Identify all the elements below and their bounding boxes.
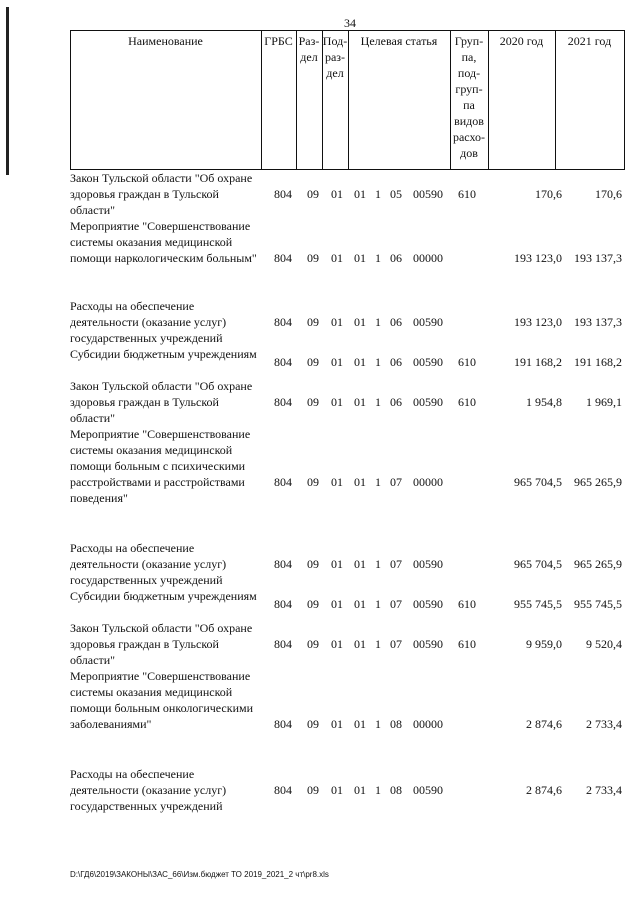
row-name: Закон Тульской области "Об охране здоровья граждан в Тульской области" [70,621,253,667]
cell-podr: 01 [331,597,343,611]
cell-razd: 09 [307,557,319,571]
cell-t1: 01 [354,395,366,409]
row-name: Расходы на обеспечение деятельности (оказание услуг) государственных учреждений [70,541,227,587]
cell-y2020: 170,6 [535,187,562,201]
cell-y2021: 193 137,3 [574,315,622,329]
row-name: Мероприятие "Совершенствование системы оказания медицинской помощи наркологическим больным" [70,219,257,265]
header-year-2020: 2020 год [499,34,544,48]
cell-grbs: 804 [274,251,292,265]
header-name: Наименование [128,34,203,48]
cell-razd: 09 [307,187,319,201]
cell-y2020: 2 874,6 [526,783,562,797]
cell-t1: 01 [354,315,366,329]
cell-y2020: 193 123,0 [514,315,562,329]
cell-grbs: 804 [274,395,292,409]
cell-t2: 1 [375,251,381,265]
row-name: Расходы на обеспечение деятельности (оказание услуг) государственных учреждений [70,767,227,813]
cell-t2: 1 [375,395,381,409]
cell-podr: 01 [331,251,343,265]
cell-vid: 610 [458,597,476,611]
file-path-footer: D:\ГД6\2019\ЗАКОНЫ\ЗАС_66\Изм.бюджет ТО 2019_2021_2 чт\pr8.xls [70,870,329,879]
cell-t4: 00000 [413,717,443,731]
cell-t1: 01 [354,475,366,489]
cell-t3: 07 [390,637,402,651]
cell-grbs: 804 [274,475,292,489]
cell-t1: 01 [354,251,366,265]
cell-y2021: 2 733,4 [586,717,622,731]
cell-t3: 06 [390,315,402,329]
cell-podr: 01 [331,475,343,489]
cell-grbs: 804 [274,557,292,571]
cell-t4: 00590 [413,557,443,571]
cell-y2021: 2 733,4 [586,783,622,797]
header-year-2021: 2021 год [567,34,612,48]
cell-podr: 01 [331,187,343,201]
cell-t3: 06 [390,251,402,265]
cell-t3: 06 [390,395,402,409]
cell-vid: 610 [458,187,476,201]
cell-vid: 610 [458,355,476,369]
cell-t1: 01 [354,557,366,571]
table-header [70,30,625,170]
cell-t4: 00590 [413,395,443,409]
cell-y2020: 965 704,5 [514,557,562,571]
cell-grbs: 804 [274,717,292,731]
cell-podr: 01 [331,717,343,731]
header-podrazdel: Под- раз- дел [322,34,348,80]
cell-t4: 00590 [413,783,443,797]
col-divider [624,30,625,170]
cell-t3: 05 [390,187,402,201]
cell-t4: 00590 [413,597,443,611]
header-grbs: ГРБС [264,34,293,48]
cell-t1: 01 [354,717,366,731]
cell-t1: 01 [354,597,366,611]
col-divider [70,30,71,170]
cell-razd: 09 [307,315,319,329]
cell-t2: 1 [375,475,381,489]
cell-y2020: 1 954,8 [526,395,562,409]
cell-y2020: 193 123,0 [514,251,562,265]
cell-y2021: 193 137,3 [574,251,622,265]
cell-razd: 09 [307,355,319,369]
cell-grbs: 804 [274,783,292,797]
cell-t1: 01 [354,355,366,369]
row-name: Мероприятие "Совершенствование системы оказания медицинской помощи больным онкологическими заболеваниями" [70,669,254,731]
row-name: Субсидии бюджетным учреждениям [70,347,257,361]
cell-grbs: 804 [274,637,292,651]
cell-t2: 1 [375,187,381,201]
cell-t2: 1 [375,783,381,797]
cell-t3: 08 [390,717,402,731]
cell-y2021: 965 265,9 [574,557,622,571]
cell-y2020: 955 745,5 [514,597,562,611]
cell-grbs: 804 [274,187,292,201]
header-razdel: Раз- дел [298,34,320,64]
cell-t1: 01 [354,783,366,797]
row-name: Расходы на обеспечение деятельности (оказание услуг) государственных учреждений [70,299,227,345]
cell-razd: 09 [307,597,319,611]
cell-razd: 09 [307,251,319,265]
cell-y2021: 191 168,2 [574,355,622,369]
cell-t4: 00590 [413,315,443,329]
cell-y2021: 170,6 [595,187,622,201]
cell-t4: 00590 [413,637,443,651]
cell-razd: 09 [307,637,319,651]
cell-t1: 01 [354,187,366,201]
cell-razd: 09 [307,783,319,797]
cell-y2021: 9 520,4 [586,637,622,651]
cell-podr: 01 [331,315,343,329]
cell-y2020: 9 959,0 [526,637,562,651]
cell-podr: 01 [331,783,343,797]
cell-t3: 07 [390,557,402,571]
cell-razd: 09 [307,475,319,489]
cell-t3: 06 [390,355,402,369]
row-name: Закон Тульской области "Об охране здоровья граждан в Тульской области" [70,379,253,425]
cell-podr: 01 [331,637,343,651]
cell-y2020: 965 704,5 [514,475,562,489]
row-name: Закон Тульской области "Об охране здоровья граждан в Тульской области" [70,171,253,217]
cell-t3: 07 [390,475,402,489]
col-divider [555,30,556,170]
cell-y2020: 191 168,2 [514,355,562,369]
cell-t4: 00590 [413,355,443,369]
col-divider [488,30,489,170]
col-divider [348,30,349,170]
cell-t1: 01 [354,637,366,651]
cell-grbs: 804 [274,597,292,611]
header-vid: Груп- па, под- груп- па видов расхо- дов [452,34,486,160]
cell-y2021: 1 969,1 [586,395,622,409]
cell-grbs: 804 [274,355,292,369]
cell-t3: 08 [390,783,402,797]
cell-t2: 1 [375,557,381,571]
cell-t4: 00000 [413,475,443,489]
cell-y2021: 965 265,9 [574,475,622,489]
cell-t2: 1 [375,717,381,731]
cell-t2: 1 [375,597,381,611]
cell-podr: 01 [331,355,343,369]
cell-vid: 610 [458,637,476,651]
cell-podr: 01 [331,395,343,409]
page-number: 34 [344,16,356,30]
scan-edge-mark [6,7,9,175]
cell-y2020: 2 874,6 [526,717,562,731]
cell-t4: 00000 [413,251,443,265]
cell-t2: 1 [375,355,381,369]
cell-y2021: 955 745,5 [574,597,622,611]
cell-razd: 09 [307,395,319,409]
col-divider [261,30,262,170]
cell-t2: 1 [375,637,381,651]
row-name: Субсидии бюджетным учреждениям [70,589,257,603]
cell-grbs: 804 [274,315,292,329]
cell-t4: 00590 [413,187,443,201]
cell-t3: 07 [390,597,402,611]
cell-t2: 1 [375,315,381,329]
cell-podr: 01 [331,557,343,571]
row-name: Мероприятие "Совершенствование системы оказания медицинской помощи больным с психическими расстройствами и расстройствами поведения" [70,427,251,505]
cell-vid: 610 [458,395,476,409]
cell-razd: 09 [307,717,319,731]
header-target: Целевая статья [360,34,438,48]
